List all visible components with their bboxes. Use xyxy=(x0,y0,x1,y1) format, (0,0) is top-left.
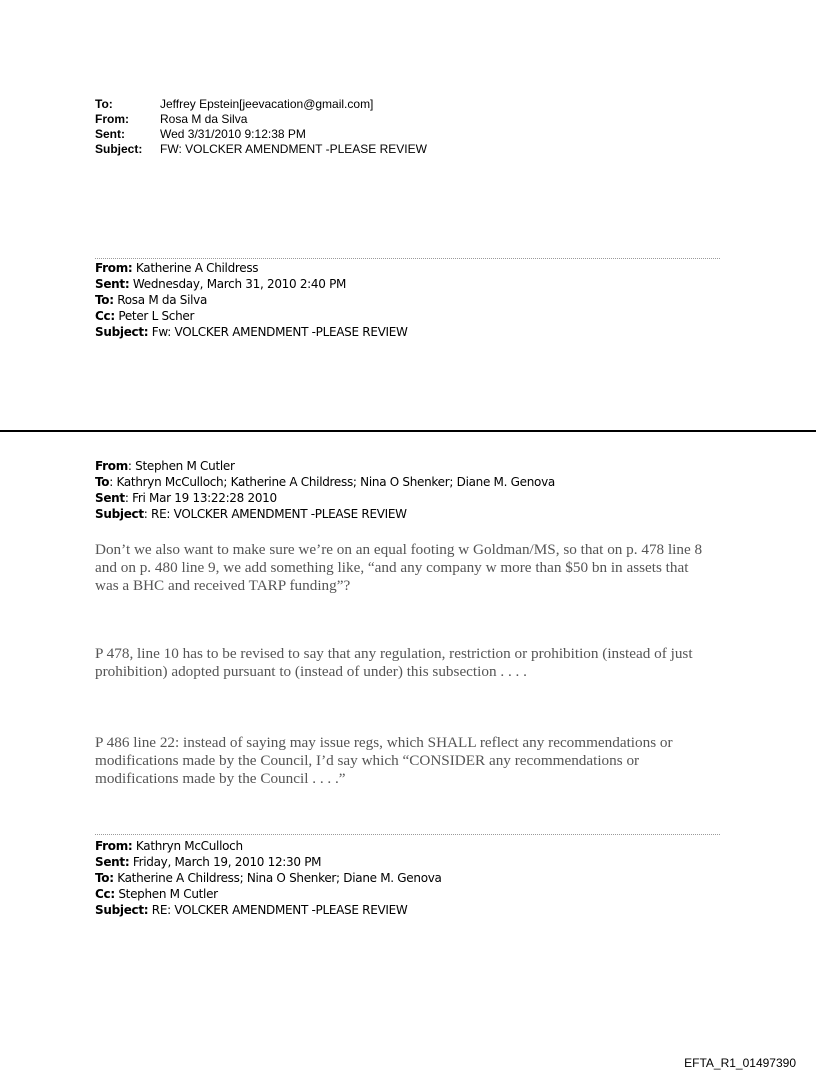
msg1-to-row xyxy=(95,292,408,308)
msg3-sent-row xyxy=(95,854,442,870)
msg1-cc-row xyxy=(95,308,408,324)
msg2-subject-label: Subject xyxy=(95,507,144,521)
msg1-sent-row xyxy=(95,276,408,292)
msg1-subject-label: Subject: xyxy=(95,325,149,339)
msg3-from-value: Kathryn McCulloch xyxy=(135,839,243,853)
header-from-row xyxy=(95,112,427,127)
header-to-label: To: xyxy=(95,97,113,111)
msg1-subject-row xyxy=(95,324,408,340)
msg2-paragraph-3: P 486 line 22: instead of saying may issue regs, which SHALL reflect any recommendations or modifications made by the Council, I’d say which “CONSIDER any recommendations or modifications made by the Council . . . .” xyxy=(95,734,673,787)
msg1-cc-label: Cc: xyxy=(95,309,115,323)
section-separator xyxy=(0,430,816,432)
header-sent-label: Sent: xyxy=(95,127,125,141)
msg3-subject-row xyxy=(95,902,442,918)
msg2-from-row xyxy=(95,458,555,474)
header-from-value: Rosa M da Silva xyxy=(160,112,248,126)
msg2-subject-value: : RE: VOLCKER AMENDMENT -PLEASE REVIEW xyxy=(143,507,407,521)
msg1-to-label: To: xyxy=(95,293,114,307)
msg2-paragraph-2: P 478, line 10 has to be revised to say that any regulation, restriction or prohibition (instead of just prohibition) adopted pursuant to (instead of under) this subsection . . . . xyxy=(95,645,693,680)
msg3-subject-label: Subject: xyxy=(95,903,149,917)
msg3-from-row xyxy=(95,838,442,854)
msg1-from-label: From: xyxy=(95,261,133,275)
msg1-to-value: Rosa M da Silva xyxy=(117,293,208,307)
msg2-sent-row xyxy=(95,490,555,506)
document-id: EFTA_R1_01497390 xyxy=(684,1056,796,1070)
header-subject-label: Subject: xyxy=(95,142,143,156)
msg3-to-row xyxy=(95,870,442,886)
msg2-paragraph-1: Don’t we also want to make sure we’re on an equal footing w Goldman/MS, so that on p. 478 line 8 and on p. 480 line 9, we add something like, “and any company w more than $50 bn in assets that was a BHC and received TARP funding”? xyxy=(95,541,703,594)
msg2-to-row xyxy=(95,474,555,490)
header-from-label: From: xyxy=(95,112,129,126)
msg3-sent-label: Sent: xyxy=(95,855,130,869)
msg1-sent-value: Wednesday, March 31, 2010 2:40 PM xyxy=(132,277,347,291)
msg1-subject-value: Fw: VOLCKER AMENDMENT -PLEASE REVIEW xyxy=(151,325,408,339)
header-to-row xyxy=(95,97,427,112)
msg3-cc-label: Cc: xyxy=(95,887,115,901)
msg2-subject-row xyxy=(95,506,555,522)
msg2-to-value: : Kathryn McCulloch; Katherine A Childress; Nina O Shenker; Diane M. Genova xyxy=(109,475,555,489)
msg3-to-label: To: xyxy=(95,871,114,885)
msg1-cc-value: Peter L Scher xyxy=(118,309,195,323)
message3-header xyxy=(95,838,442,918)
msg2-sent-value: : Fri Mar 19 13:22:28 2010 xyxy=(124,491,277,505)
message-divider xyxy=(95,258,720,259)
msg2-sent-label: Sent xyxy=(95,491,125,505)
msg1-from-row xyxy=(95,260,408,276)
header-sent-row xyxy=(95,127,427,142)
header-to-value: Jeffrey Epstein[jeevacation@gmail.com] xyxy=(160,97,374,111)
msg1-sent-label: Sent: xyxy=(95,277,130,291)
message2-header xyxy=(95,458,555,522)
msg2-from-label: From xyxy=(95,459,128,473)
msg2-from-value: : Stephen M Cutler xyxy=(127,459,235,473)
msg3-cc-value: Stephen M Cutler xyxy=(118,887,218,901)
msg3-from-label: From: xyxy=(95,839,133,853)
msg3-subject-value: RE: VOLCKER AMENDMENT -PLEASE REVIEW xyxy=(151,903,408,917)
msg3-to-value: Katherine A Childress; Nina O Shenker; Diane M. Genova xyxy=(117,871,442,885)
outer-email-header xyxy=(95,97,427,157)
header-subject-value: FW: VOLCKER AMENDMENT -PLEASE REVIEW xyxy=(160,142,427,156)
message1-header xyxy=(95,260,408,340)
msg3-cc-row xyxy=(95,886,442,902)
msg2-to-label: To xyxy=(95,475,110,489)
msg3-sent-value: Friday, March 19, 2010 12:30 PM xyxy=(132,855,322,869)
header-sent-value: Wed 3/31/2010 9:12:38 PM xyxy=(160,127,306,141)
message-divider xyxy=(95,834,720,835)
msg1-from-value: Katherine A Childress xyxy=(135,261,259,275)
header-subject-row xyxy=(95,142,427,157)
